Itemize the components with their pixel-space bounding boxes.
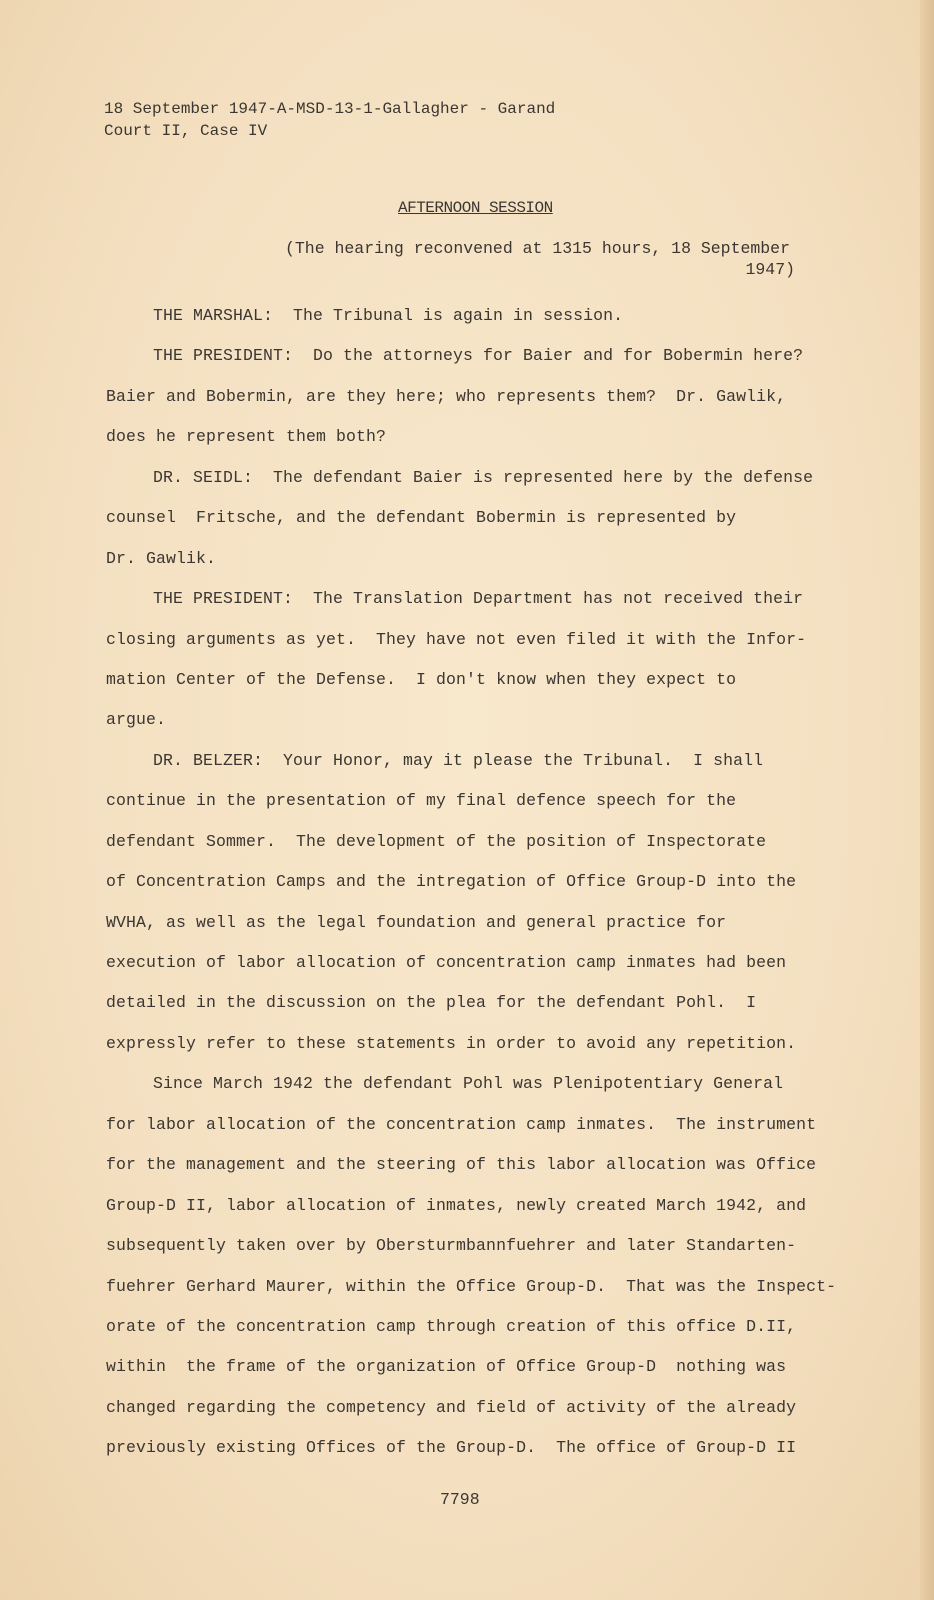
transcript-line: defendant Sommer. The development of the position of Inspectorate — [106, 831, 767, 851]
transcript-body — [106, 296, 836, 1469]
transcript-line: orate of the concentration camp through creation of this office D.II, — [106, 1316, 797, 1336]
transcript-line: DR. BELZER: Your Honor, may it please the Tribunal. I shall — [153, 750, 764, 770]
session-note — [285, 238, 795, 280]
transcript-line: Dr. Gawlik. — [106, 548, 217, 568]
transcript-line: subsequently taken over by Obersturmbannfuehrer and later Standarten- — [106, 1236, 797, 1256]
transcript-line: fuehrer Gerhard Maurer, within the Office Group-D. That was the Inspect- — [106, 1276, 837, 1296]
transcript-line: argue. — [106, 710, 167, 730]
transcript-line: WVHA, as well as the legal foundation and general practice for — [106, 912, 727, 932]
transcript-line: closing arguments as yet. They have not even filed it with the Infor- — [106, 629, 807, 649]
transcript-line: for the management and the steering of this labor allocation was Office — [106, 1155, 817, 1175]
header-court-case: Court II, Case IV — [104, 122, 268, 140]
transcript-line: THE PRESIDENT: Do the attorneys for Baier and for Bobermin here? — [153, 346, 804, 366]
transcript-line: changed regarding the competency and field of activity of the already — [106, 1397, 797, 1417]
session-note-line2: 1947) — [745, 260, 795, 279]
transcript-line: mation Center of the Defense. I don't know when they expect to — [106, 669, 737, 689]
transcript-line: previously existing Offices of the Group-D. The office of Group-D II — [106, 1438, 797, 1458]
transcript-line: counsel Fritsche, and the defendant Bobermin is represented by — [106, 508, 737, 528]
transcript-line: Group-D II, labor allocation of inmates, newly created March 1942, and — [106, 1195, 807, 1215]
page-edge — [920, 0, 934, 1600]
header-reference: 18 September 1947-A-MSD-13-1-Gallagher - Garand — [104, 100, 556, 118]
session-title: AFTERNOON SESSION — [398, 199, 553, 217]
transcript-line: within the frame of the organization of Office Group-D nothing was — [106, 1357, 787, 1377]
document-header — [104, 98, 555, 142]
transcript-line: does he represent them both? — [106, 427, 387, 447]
transcript-line: continue in the presentation of my final defence speech for the — [106, 791, 737, 811]
transcript-line: THE MARSHAL: The Tribunal is again in session. — [153, 306, 624, 325]
transcript-line: of Concentration Camps and the intregation of Office Group-D into the — [106, 872, 797, 892]
transcript-line: expressly refer to these statements in order to avoid any repetition. — [106, 1033, 797, 1053]
transcript-line: for labor allocation of the concentration camp inmates. The instrument — [106, 1114, 817, 1134]
transcript-line: Baier and Bobermin, are they here; who represents them? Dr. Gawlik, — [106, 386, 787, 406]
transcript-line: THE PRESIDENT: The Translation Department has not received their — [153, 589, 804, 609]
transcript-line: DR. SEIDL: The defendant Baier is represented here by the defense — [153, 467, 814, 487]
page-number: 7798 — [440, 1490, 480, 1509]
session-note-line1: (The hearing reconvened at 1315 hours, 18 September — [285, 239, 790, 258]
transcript-line: execution of labor allocation of concentration camp inmates had been — [106, 953, 787, 972]
transcript-line: detailed in the discussion on the plea for the defendant Pohl. I — [106, 993, 757, 1013]
transcript-line: Since March 1942 the defendant Pohl was Plenipotentiary General — [153, 1074, 784, 1094]
